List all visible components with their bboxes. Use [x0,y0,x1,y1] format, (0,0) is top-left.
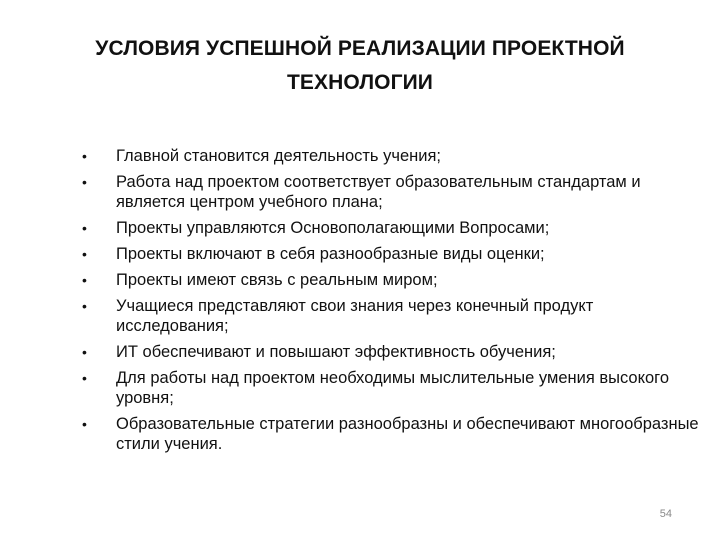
list-item-text: Учащиеся представляют свои знания через конечный продукт исследования; [116,297,594,335]
list-item-text: Работа над проектом соответствует образовательным стандартам и является центром учебного плана; [116,173,641,211]
bullet-icon: • [82,344,87,360]
bullet-icon: • [82,174,87,190]
list-item [72,146,702,166]
list-item-text: ИТ обеспечивают и повышают эффективность обучения; [116,343,556,361]
bullet-icon: • [82,272,87,288]
list-item-text: Проекты имеют связь с реальным миром; [116,271,438,289]
list-item [72,368,702,408]
list-item-text: Проекты включают в себя разнообразные виды оценки; [116,245,545,263]
bullet-icon: • [82,148,87,164]
list-item [72,172,702,212]
page-number: 54 [659,508,672,520]
bullet-icon: • [82,246,87,262]
list-item-text: Образовательные стратегии разнообразны и обеспечивают многообразные стили учения. [116,415,699,453]
bullet-icon: • [82,220,87,236]
list-item [72,342,702,362]
bullet-icon: • [82,298,87,314]
bullet-list [72,146,702,460]
list-item-text: Проекты управляются Основополагающими Вопросами; [116,219,550,237]
list-item [72,270,702,290]
list-item-text: Главной становится деятельность учения; [116,147,441,165]
list-item [72,414,702,454]
slide-title: УСЛОВИЯ УСПЕШНОЙ РЕАЛИЗАЦИИ ПРОЕКТНОЙ ТЕХНОЛОГИИ [95,37,625,94]
list-item [72,218,702,238]
list-item [72,244,702,264]
list-item-text: Для работы над проектом необходимы мыслительные умения высокого уровня; [116,369,669,407]
bullet-icon: • [82,370,87,386]
bullet-icon: • [82,416,87,432]
list-item [72,296,702,336]
